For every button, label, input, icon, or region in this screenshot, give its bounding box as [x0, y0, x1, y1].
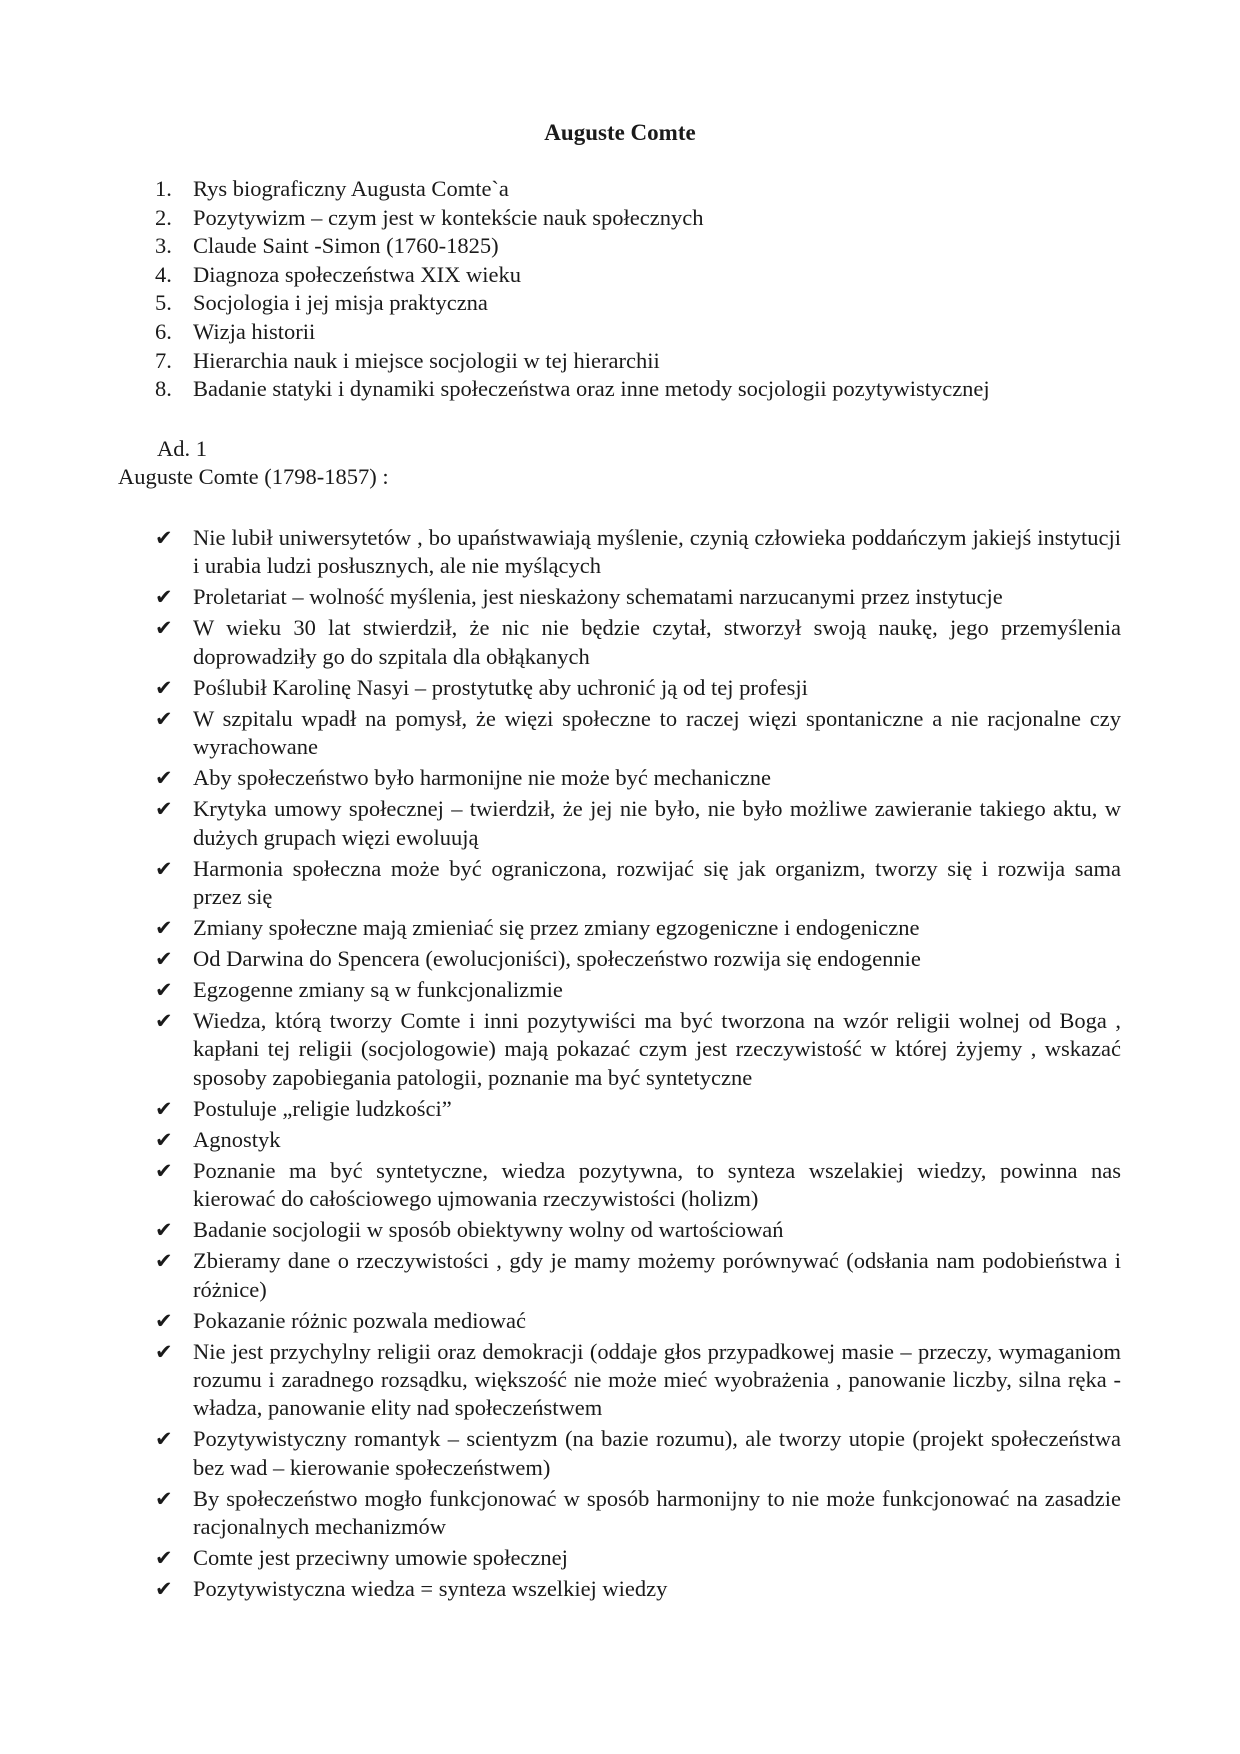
checkmark-icon: ✔ [155, 1096, 173, 1121]
checkmark-icon: ✔ [155, 947, 173, 972]
checkmark-icon: ✔ [155, 1127, 173, 1152]
checkmark-icon: ✔ [155, 766, 173, 791]
checkmark-icon: ✔ [155, 1486, 173, 1511]
fact-item [155, 583, 1121, 611]
fact-text: Aby społeczeństwo było harmonijne nie może być mechaniczne [193, 765, 771, 791]
fact-item [155, 1485, 1121, 1542]
section-subheading: Auguste Comte (1798-1857) : [118, 464, 389, 489]
topic-item [155, 289, 1125, 318]
checkmark-icon: ✔ [155, 856, 173, 881]
checkmark-icon: ✔ [155, 1308, 173, 1333]
fact-text: Nie lubił uniwersytetów , bo upaństwawiają myślenie, czynią człowieka poddańczym jakiejś instytucji i urabia ludzi posłusznych, ale nie myślących [193, 525, 1121, 579]
topic-number: 6. [155, 318, 172, 344]
checkmark-icon: ✔ [155, 1218, 173, 1243]
fact-item [155, 1247, 1121, 1304]
topic-text: Badanie statyki i dynamiki społeczeństwa oraz inne metody socjologii pozytywistycznej [193, 376, 990, 402]
checkmark-icon: ✔ [155, 1546, 173, 1571]
topic-number: 3. [155, 233, 172, 259]
topic-item [155, 204, 1125, 233]
fact-item [155, 614, 1121, 671]
checkmark-icon: ✔ [155, 675, 173, 700]
checkmark-icon: ✔ [155, 1249, 173, 1274]
checkmark-icon: ✔ [155, 1009, 173, 1034]
fact-item [155, 764, 1121, 792]
topic-number: 1. [155, 176, 172, 201]
fact-text: Zmiany społeczne mają zmieniać się przez zmiany egzogeniczne i endogeniczne [193, 915, 920, 941]
fact-item [155, 855, 1121, 912]
fact-item [155, 705, 1121, 762]
fact-text: By społeczeństwo mogło funkcjonować w sposób harmonijny to nie może funkcjonować na zasadzie racjonalnych mechanizmów [193, 1485, 1121, 1540]
fact-text: Postuluje „religie ludzkości” [193, 1095, 452, 1121]
fact-text: Zbieramy dane o rzeczywistości , gdy je mamy możemy porównywać (odsłania nam podobieństwa i różnice) [193, 1248, 1121, 1302]
fact-text: Pozytywistyczna wiedza = synteza wszelkiej wiedzy [193, 1576, 668, 1602]
topic-text: Diagnoza społeczeństwa XIX wieku [193, 261, 522, 287]
topic-number: 4. [155, 261, 172, 287]
fact-item [155, 976, 1121, 1004]
topic-number: 7. [155, 347, 172, 373]
fact-text: Krytyka umowy społecznej – twierdził, że jej nie było, nie było możliwe zawieranie takiego aktu, w dużych grupach więzi ewoluują [193, 796, 1121, 850]
fact-text: W szpitalu wpadł na pomysł, że więzi społeczne to raczej więzi spontaniczne a nie racjonalne czy wyrachowane [193, 705, 1121, 760]
fact-text: Nie jest przychylny religii oraz demokracji (oddaje głos przypadkowej masie – przeczy, wymaganiom rozumu i zaradnego rozsądku, większość nie może mieć wyobrażenia , panowanie liczby, silna ręka - władza, panowanie elity nad społeczeństwem [193, 1338, 1121, 1421]
fact-item [155, 524, 1121, 581]
topic-text: Wizja historii [193, 318, 316, 344]
fact-text: Proletariat – wolność myślenia, jest nieskażony schematami narzucanymi przez instytucje [193, 584, 1003, 610]
checkmark-icon: ✔ [155, 797, 173, 822]
fact-item [155, 674, 1121, 702]
fact-item [155, 1307, 1121, 1335]
checkmark-icon: ✔ [155, 1158, 173, 1183]
topic-item [155, 232, 1125, 261]
fact-text: Poznanie ma być syntetyczne, wiedza pozytywna, to synteza wszelakiej wiedzy, powinna nas kierować do całościowego ujmowania rzeczywistości (holizm) [193, 1157, 1121, 1212]
fact-item [155, 945, 1121, 973]
fact-text: Harmonia społeczna może być ograniczona, rozwijać się jak organizm, tworzy się i rozwija sama przez się [193, 855, 1121, 910]
fact-item [155, 1095, 1121, 1123]
topic-text: Socjologia i jej misja praktyczna [193, 290, 488, 316]
checkmark-icon: ✔ [155, 616, 173, 641]
fact-text: Agnostyk [193, 1126, 281, 1152]
fact-item [155, 914, 1121, 942]
topic-text: Claude Saint -Simon (1760-1825) [193, 233, 499, 259]
fact-item [155, 1544, 1121, 1572]
checkmark-icon: ✔ [155, 585, 173, 610]
fact-text: Pokazanie różnic pozwala mediować [193, 1307, 526, 1333]
topic-item [155, 375, 1125, 404]
fact-item [155, 1425, 1121, 1482]
fact-item [155, 795, 1121, 852]
topic-number: 8. [155, 376, 172, 402]
document-title: Auguste Comte [544, 120, 696, 145]
fact-text: Wiedza, którą tworzy Comte i inni pozytywiści ma być tworzona na wzór religii wolnej od Boga , kapłani tej religii (socjologowie) mają pokazać czym jest rzeczywistość w której żyjemy , wskazać sposoby zapobiegania patologii, poznanie ma być syntetyczne [193, 1008, 1121, 1090]
topic-text: Hierarchia nauk i miejsce socjologii w tej hierarchii [193, 347, 660, 373]
fact-item [155, 1007, 1121, 1092]
fact-text: Badanie socjologii w sposób obiektywny wolny od wartościowań [193, 1217, 784, 1243]
checkmark-icon: ✔ [155, 916, 173, 941]
checkmark-icon: ✔ [155, 1577, 173, 1602]
section-label: Ad. 1 [157, 436, 207, 461]
topic-item [155, 175, 1125, 204]
topic-number: 5. [155, 290, 172, 316]
fact-text: Pozytywistyczny romantyk – scientyzm (na bazie rozumu), ale tworzy utopie (projekt społeczeństwa bez wad – kierowanie społeczeństwem) [193, 1426, 1121, 1480]
fact-text: Comte jest przeciwny umowie społecznej [193, 1545, 568, 1571]
fact-text: W wieku 30 lat stwierdził, że nic nie będzie czytał, stworzył swoją naukę, jego przemyślenia doprowadziły go do szpitala dla obłąkanych [193, 615, 1121, 669]
fact-text: Poślubił Karolinę Nasyi – prostytutkę aby uchronić ją od tej profesji [193, 674, 808, 700]
topic-item [155, 318, 1125, 347]
fact-item [155, 1338, 1121, 1423]
checkmark-icon: ✔ [155, 978, 173, 1003]
topic-text: Pozytywizm – czym jest w kontekście nauk społecznych [193, 204, 704, 230]
checkmark-icon: ✔ [155, 1427, 173, 1452]
checkmark-icon: ✔ [155, 1339, 173, 1364]
fact-item [155, 1216, 1121, 1244]
fact-item [155, 1126, 1121, 1154]
fact-text: Od Darwina do Spencera (ewolucjoniści), społeczeństwo rozwija się endogennie [193, 946, 921, 972]
topic-item [155, 261, 1125, 290]
topics-list [155, 175, 1125, 404]
topic-number: 2. [155, 204, 172, 230]
facts-list [155, 524, 1121, 1606]
fact-item [155, 1157, 1121, 1214]
checkmark-icon: ✔ [155, 706, 173, 731]
checkmark-icon: ✔ [155, 526, 173, 550]
fact-text: Egzogenne zmiany są w funkcjonalizmie [193, 977, 563, 1003]
topic-item [155, 347, 1125, 376]
fact-item [155, 1575, 1121, 1603]
topic-text: Rys biograficzny Augusta Comte`a [193, 176, 509, 201]
